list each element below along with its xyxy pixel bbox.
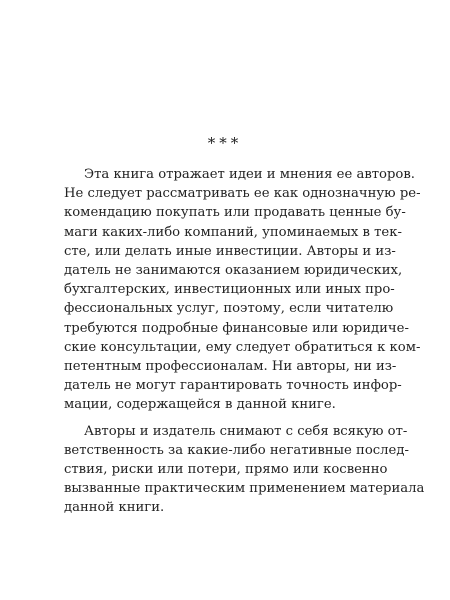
paragraph-line: сте, или делать иные инвестиции. Авторы и из- [64,243,396,259]
paragraph-line: Не следует рассматривать ее как однозначную ре- [64,186,421,202]
paragraph-line: Эта книга отражает идеи и мнения ее авторов. [84,167,415,182]
paragraph-line: Авторы и издатель снимают с себя всякую от- [84,423,408,439]
disclaimer-text [64,165,425,525]
section-separator: *** [207,134,243,152]
paragraph-line: ствия, риски или потери, прямо или косвенно [64,462,388,478]
paragraph-line: датель не занимаются оказанием юридических, [64,263,403,279]
paragraph-line: датель не могут гарантировать точность инфор- [64,378,402,394]
paragraph-line: фессиональных услуг, поэтому, если читателю [64,301,394,317]
paragraph-line: ветственность за какие-либо негативные послед- [64,442,409,458]
paragraph-1 [64,165,421,415]
paragraph-line: требуются подробные финансовые или юридиче- [64,320,409,336]
paragraph-line: мации, содержащейся в данной книге. [64,397,336,413]
paragraph-2 [64,422,425,518]
paragraph-line: данной книги. [64,500,165,516]
paragraph-line: петентным профессионалам. Ни авторы, ни из- [64,359,397,375]
paragraph-line: бухгалтерских, инвестиционных или иных про- [64,282,395,298]
paragraph-line: ские консультации, ему следует обратиться к ком- [64,339,421,355]
paragraph-line: маги каких-либо компаний, упоминаемых в тек- [64,224,402,240]
paragraph-line: вызванные практическим применением материала [64,481,425,497]
paragraph-line: комендацию покупать или продавать ценные бу- [64,205,406,221]
